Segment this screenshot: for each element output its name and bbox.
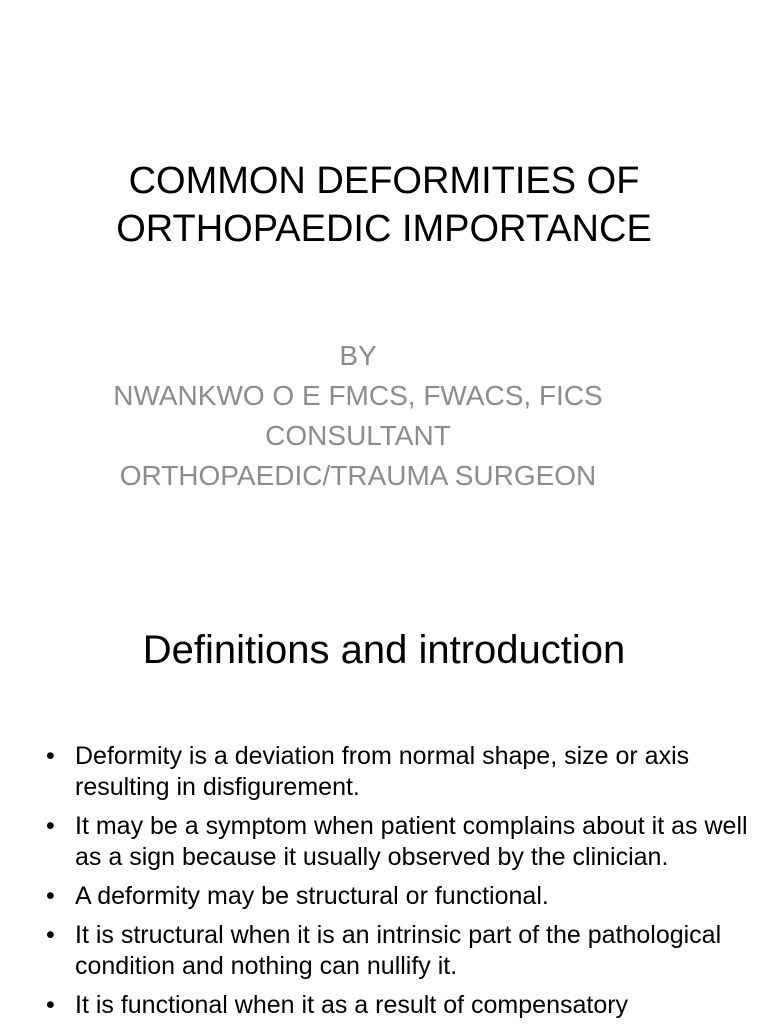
bullet-icon: •: [46, 882, 55, 910]
bullet-item: [46, 811, 756, 873]
slide-title-line: ORTHOPAEDIC IMPORTANCE: [116, 208, 652, 250]
bullet-text: It is functional when it as a result of compensatory: [75, 991, 629, 1019]
author-name: NWANKWO O E FMCS, FWACS, FICS: [113, 380, 603, 411]
slide-subtitle: [60, 336, 656, 496]
slide-title: Definitions and introduction: [142, 628, 626, 672]
slide-title-line: COMMON DEFORMITIES OF: [128, 160, 640, 202]
author-role: CONSULTANT: [265, 420, 451, 451]
bullet-icon: •: [46, 991, 55, 1019]
bullet-icon: •: [46, 921, 55, 949]
bullet-text: It is structural when it is an intrinsic part of the pathological condition and nothing can nullify it.: [75, 921, 722, 980]
bullet-text: A deformity may be structural or functional.: [75, 882, 549, 910]
author-specialty: ORTHOPAEDIC/TRAUMA SURGEON: [119, 460, 597, 491]
bullet-icon: •: [46, 812, 55, 840]
subtitle-by: BY: [339, 340, 377, 371]
bullet-item: [46, 881, 756, 912]
bullet-text: It may be a symptom when patient complains about it as well as a sign because it usually observed by the clinician.: [75, 812, 748, 871]
bullet-list: [46, 741, 756, 1024]
bullet-item: [46, 990, 756, 1021]
bullet-item: [46, 920, 756, 982]
content-slide: [0, 576, 768, 1024]
slide-title: [0, 157, 768, 253]
bullet-item: [46, 741, 756, 803]
bullet-icon: •: [46, 742, 55, 770]
bullet-text: Deformity is a deviation from normal shape, size or axis resulting in disfigurement.: [75, 742, 690, 801]
